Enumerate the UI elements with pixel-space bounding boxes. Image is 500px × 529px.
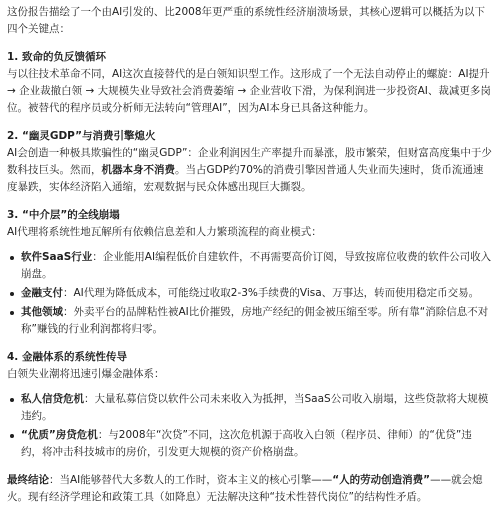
list-item-label: 其他领域 [21, 306, 63, 318]
list-item-label: “优质”房贷危机 [21, 429, 98, 441]
conclusion-label: 最终结论 [7, 474, 49, 486]
section-2-paragraph [7, 145, 492, 196]
conclusion-text-a: ：当AI能够替代大多数人的工作时，资本主义的核心引擎—— [49, 474, 333, 486]
list-item-text: ：与2008年“次贷”不同，这次危机源于高收入白领（程序员、律师）的“优贷”违约，将冲击科技城市的房价，引发更大规模的资产价格崩盘。 [21, 429, 472, 458]
conclusion-emphasis: “人的劳动创造消费” [332, 474, 431, 486]
section-2-text-a: AI会创造一种极具欺骗性的“幽灵GDP”：企业利润因生产率提升而暴涨，股市繁荣，但财富高度集中于少数科技巨头。然而， [7, 147, 492, 176]
section-3-heading: 3. “中介层”的全线崩塌 [7, 209, 120, 221]
list-item [7, 285, 492, 302]
list-item [7, 249, 492, 283]
section-2-emphasis: 机器本身不消费 [101, 164, 175, 176]
section-4-list [7, 391, 492, 461]
list-item-label: 软件SaaS行业 [21, 251, 93, 263]
section-1-heading: 1. 致命的负反馈循环 [7, 51, 106, 63]
intro-paragraph: 这份报告描绘了一个由AI引发的、比2008年更严重的系统性经济崩溃场景，其核心逻辑可以概括为以下四个关键点： [7, 6, 485, 35]
section-3-list [7, 249, 492, 338]
list-item-text: ：AI代理为降低成本，可能绕过收取2-3%手续费的Visa、万事达，转而使用稳定币交易。 [63, 287, 480, 299]
list-item-label: 金融支付 [21, 287, 63, 299]
list-item-text: ：大量私募信贷以软件公司未来收入为抵押，当SaaS公司收入崩塌，这些贷款将大规模违约。 [21, 393, 489, 422]
section-1-paragraph: 与以往技术革命不同，AI这次直接替代的是白领知识型工作。这形成了一个无法自动停止的螺旋：AI提升→ 企业裁撤白领 → 大规模失业导致社会消费萎缩 → 企业营收下滑，为保利润进一步投资AI、裁减更多岗位。被替代的程序员或分析师无法转向“管理AI”，因为AI本身已具备这种能力。 [7, 68, 491, 114]
section-4-lead: 白领失业潮将迅速引爆金融体系： [7, 368, 165, 380]
list-item [7, 304, 492, 338]
section-2-heading: 2. “幽灵GDP”与消费引擎熄火 [7, 130, 156, 142]
conclusion-paragraph [7, 472, 492, 506]
list-item-label: 私人信贷危机 [21, 393, 84, 405]
section-4-heading: 4. 金融体系的系统性传导 [7, 351, 127, 363]
conclusion-text-b: ——就会熄火。现有经济学理论和政策工具（如降息）无法解决这种“技术性替代岗位”的结构性矛盾。 [7, 474, 483, 503]
list-item [7, 391, 492, 425]
section-3-lead: AI代理将系统性地瓦解所有依赖信息差和人力繁琐流程的商业模式： [7, 226, 322, 238]
list-item-text: ：企业能用AI编程低价自建软件，不再需要高价订阅，导致按席位收费的软件公司收入崩盘。 [21, 251, 492, 280]
section-2-text-b: 。当占GDP约70%的消费引擎因普通人失业而失速时，货币流通速度暴跌，实体经济陷入通缩，宏观数据与民众体感出现巨大撕裂。 [7, 164, 484, 193]
list-item-text: ：外卖平台的品牌粘性被AI比价摧毁，房地产经纪的佣金被压缩至零。所有靠“消除信息不对称”赚钱的行业利润都将归零。 [21, 306, 489, 335]
list-item [7, 427, 492, 461]
